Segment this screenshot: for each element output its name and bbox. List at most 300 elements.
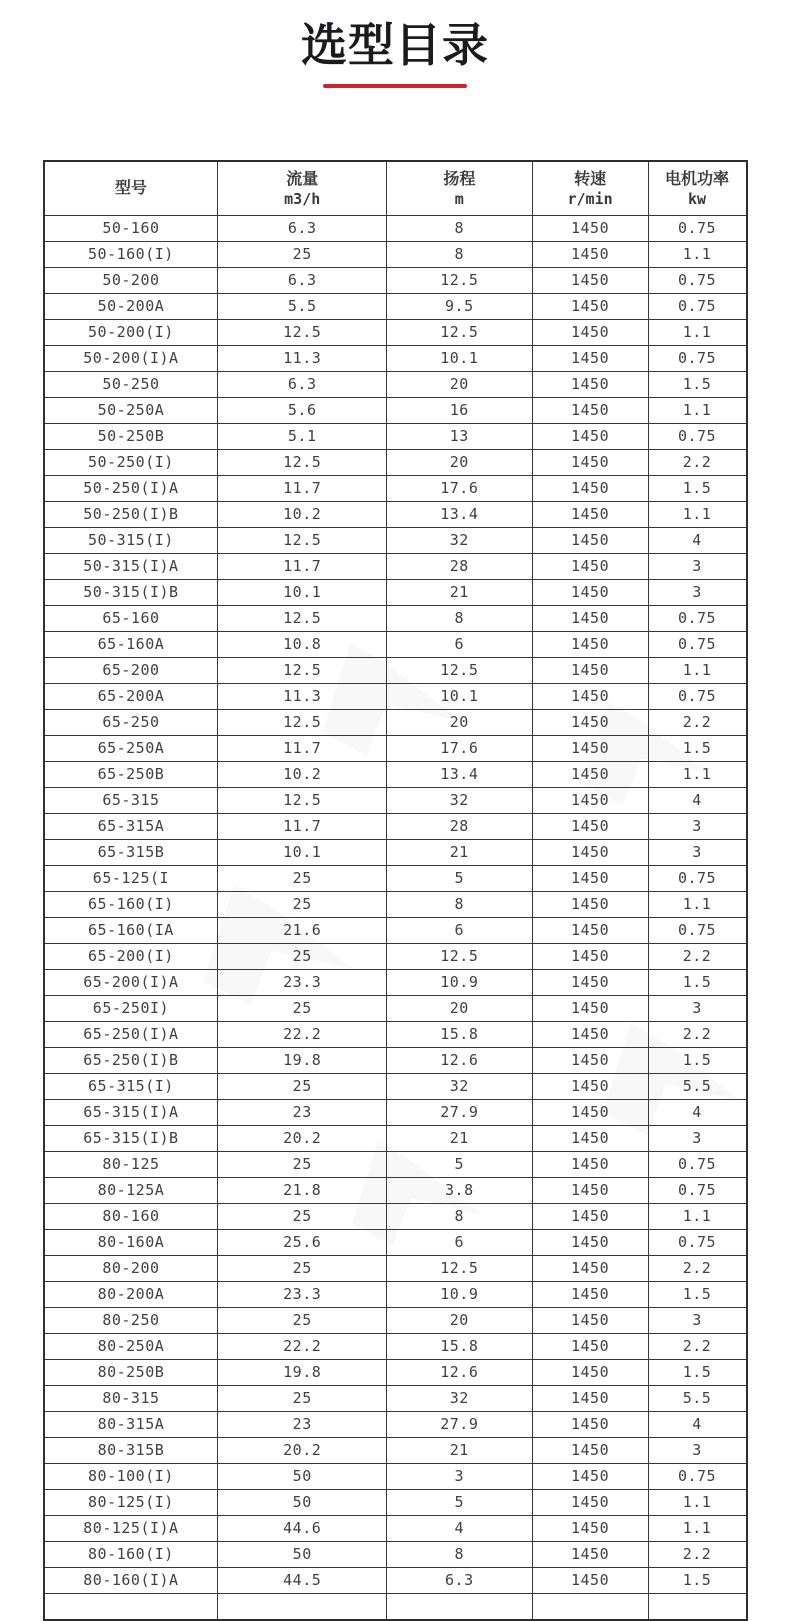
cell-model: 80-250 [44, 1307, 218, 1333]
cell-power: 0.75 [648, 865, 746, 891]
cell-speed: 1450 [532, 293, 648, 319]
table-row [44, 1515, 747, 1541]
cell-power: 0.75 [648, 683, 746, 709]
cell-power: 5.5 [648, 1073, 746, 1099]
cell-speed: 1450 [532, 1021, 648, 1047]
cell-model: 50-160(I) [44, 241, 218, 267]
column-label: 转速 [574, 170, 607, 188]
cell-flow: 44.6 [218, 1515, 387, 1541]
table-header-row [44, 161, 747, 216]
cell-head: 28 [387, 553, 533, 579]
table-row [44, 1021, 747, 1047]
cell-head: 20 [387, 709, 533, 735]
cell-power: 3 [648, 1307, 746, 1333]
cell-speed: 1450 [532, 527, 648, 553]
cell-head: 21 [387, 1437, 533, 1463]
cell-flow: 12.5 [218, 449, 387, 475]
cell-head: 12.5 [387, 657, 533, 683]
cell-model: 50-160 [44, 215, 218, 241]
cell-head: 15.8 [387, 1021, 533, 1047]
cell-speed: 1450 [532, 943, 648, 969]
title-accent-line [323, 84, 467, 88]
cell-model: 50-200(I) [44, 319, 218, 345]
cell-flow: 25.6 [218, 1229, 387, 1255]
cell-head: 13.4 [387, 501, 533, 527]
cell-speed: 1450 [532, 319, 648, 345]
cell-head: 17.6 [387, 475, 533, 501]
table-row [44, 865, 747, 891]
cell-flow: 10.1 [218, 839, 387, 865]
cell-flow: 10.8 [218, 631, 387, 657]
table-row [44, 1541, 747, 1567]
table-row [44, 761, 747, 787]
cell-power: 1.5 [648, 1047, 746, 1073]
table-row [44, 1099, 747, 1125]
table-row [44, 293, 747, 319]
table-row [44, 1307, 747, 1333]
cell-flow: 5.1 [218, 423, 387, 449]
cell-flow: 19.8 [218, 1047, 387, 1073]
cell-speed: 1450 [532, 813, 648, 839]
cell-speed: 1450 [532, 995, 648, 1021]
cell-speed: 1450 [532, 1437, 648, 1463]
cell-flow: 25 [218, 1073, 387, 1099]
cell-model: 50-250B [44, 423, 218, 449]
cell-model: 65-200(I)A [44, 969, 218, 995]
cell-power: 1.1 [648, 319, 746, 345]
cell-power: 0.75 [648, 293, 746, 319]
cell-model: 65-315(I)A [44, 1099, 218, 1125]
cell-flow: 10.2 [218, 501, 387, 527]
cell-speed: 1450 [532, 891, 648, 917]
cell-head: 16 [387, 397, 533, 423]
cell-head: 32 [387, 1073, 533, 1099]
cell-power: 2.2 [648, 943, 746, 969]
cell-head: 21 [387, 579, 533, 605]
cell-speed: 1450 [532, 1255, 648, 1281]
cell-head [387, 1593, 533, 1620]
table-row [44, 1073, 747, 1099]
cell-model: 80-250A [44, 1333, 218, 1359]
cell-model: 65-315(I) [44, 1073, 218, 1099]
cell-flow: 25 [218, 995, 387, 1021]
cell-power: 3 [648, 1437, 746, 1463]
cell-speed: 1450 [532, 423, 648, 449]
cell-flow: 6.3 [218, 267, 387, 293]
column-unit: r/min [567, 190, 613, 209]
cell-power: 0.75 [648, 917, 746, 943]
cell-head: 32 [387, 527, 533, 553]
cell-flow: 22.2 [218, 1333, 387, 1359]
cell-speed: 1450 [532, 787, 648, 813]
cell-power: 3 [648, 813, 746, 839]
cell-speed: 1450 [532, 1047, 648, 1073]
cell-speed: 1450 [532, 475, 648, 501]
table-row [44, 787, 747, 813]
table-body [44, 215, 747, 1620]
cell-flow: 6.3 [218, 215, 387, 241]
cell-speed: 1450 [532, 709, 648, 735]
cell-flow: 50 [218, 1541, 387, 1567]
cell-model: 50-315(I)A [44, 553, 218, 579]
cell-flow: 25 [218, 891, 387, 917]
cell-flow: 10.1 [218, 579, 387, 605]
table-row [44, 319, 747, 345]
table-row [44, 1151, 747, 1177]
table-row [44, 709, 747, 735]
cell-power: 1.1 [648, 657, 746, 683]
cell-power: 2.2 [648, 1333, 746, 1359]
cell-power: 3 [648, 579, 746, 605]
cell-flow: 12.5 [218, 527, 387, 553]
column-header-flow [218, 161, 387, 216]
cell-head: 10.9 [387, 1281, 533, 1307]
cell-flow: 25 [218, 1203, 387, 1229]
cell-speed: 1450 [532, 1411, 648, 1437]
cell-flow: 23 [218, 1411, 387, 1437]
table-row [44, 553, 747, 579]
cell-head: 8 [387, 891, 533, 917]
cell-head: 8 [387, 241, 533, 267]
cell-model: 65-250A [44, 735, 218, 761]
cell-flow: 6.3 [218, 371, 387, 397]
cell-model: 50-200(I)A [44, 345, 218, 371]
cell-speed: 1450 [532, 1489, 648, 1515]
cell-power: 1.1 [648, 1515, 746, 1541]
table-row-partial [44, 1593, 747, 1620]
table-row [44, 423, 747, 449]
table-row [44, 371, 747, 397]
cell-speed: 1450 [532, 1203, 648, 1229]
cell-speed: 1450 [532, 241, 648, 267]
cell-model: 80-315B [44, 1437, 218, 1463]
table-row [44, 267, 747, 293]
table-row [44, 969, 747, 995]
cell-speed: 1450 [532, 1567, 648, 1593]
cell-model: 80-315 [44, 1385, 218, 1411]
cell-head: 20 [387, 995, 533, 1021]
cell-power: 2.2 [648, 709, 746, 735]
cell-power: 1.5 [648, 1281, 746, 1307]
table-row [44, 995, 747, 1021]
table-row [44, 397, 747, 423]
cell-head: 17.6 [387, 735, 533, 761]
table-row [44, 657, 747, 683]
table-row [44, 943, 747, 969]
cell-speed: 1450 [532, 1073, 648, 1099]
cell-flow: 25 [218, 1307, 387, 1333]
cell-power: 4 [648, 527, 746, 553]
table-row [44, 241, 747, 267]
column-label: 型号 [114, 179, 147, 197]
cell-head: 27.9 [387, 1099, 533, 1125]
cell-speed: 1450 [532, 1359, 648, 1385]
table-row [44, 1463, 747, 1489]
cell-model: 65-200A [44, 683, 218, 709]
cell-model: 50-250(I)B [44, 501, 218, 527]
cell-speed: 1450 [532, 1177, 648, 1203]
cell-model: 65-315A [44, 813, 218, 839]
page-title: 选型目录 [301, 19, 489, 71]
cell-head: 32 [387, 787, 533, 813]
cell-flow: 22.2 [218, 1021, 387, 1047]
column-label: 扬程 [443, 170, 476, 188]
cell-power: 0.75 [648, 423, 746, 449]
cell-head: 20 [387, 371, 533, 397]
cell-speed: 1450 [532, 1099, 648, 1125]
cell-power: 1.1 [648, 1203, 746, 1229]
cell-model: 80-250B [44, 1359, 218, 1385]
cell-model: 65-315(I)B [44, 1125, 218, 1151]
cell-flow: 25 [218, 241, 387, 267]
table-row [44, 1411, 747, 1437]
cell-head: 13 [387, 423, 533, 449]
table-row [44, 475, 747, 501]
table-row [44, 1567, 747, 1593]
cell-head: 27.9 [387, 1411, 533, 1437]
cell-head: 15.8 [387, 1333, 533, 1359]
catalog-table [43, 160, 748, 1621]
cell-head: 5 [387, 865, 533, 891]
cell-model: 65-160 [44, 605, 218, 631]
cell-power: 1.5 [648, 735, 746, 761]
cell-model: 65-200(I) [44, 943, 218, 969]
cell-model: 65-250 [44, 709, 218, 735]
cell-model: 50-250(I) [44, 449, 218, 475]
cell-model: 65-160(IA [44, 917, 218, 943]
cell-power: 0.75 [648, 345, 746, 371]
table-row [44, 1385, 747, 1411]
cell-head: 8 [387, 1203, 533, 1229]
cell-head: 21 [387, 839, 533, 865]
cell-model: 50-250A [44, 397, 218, 423]
cell-flow: 20.2 [218, 1437, 387, 1463]
cell-power: 0.75 [648, 631, 746, 657]
cell-power: 4 [648, 787, 746, 813]
table-row [44, 735, 747, 761]
cell-model: 50-315(I)B [44, 579, 218, 605]
cell-power: 0.75 [648, 1177, 746, 1203]
cell-power: 2.2 [648, 1255, 746, 1281]
cell-speed: 1450 [532, 605, 648, 631]
column-label: 电机功率 [665, 170, 730, 188]
cell-power: 1.1 [648, 891, 746, 917]
cell-flow: 50 [218, 1489, 387, 1515]
cell-power: 0.75 [648, 267, 746, 293]
table-row [44, 579, 747, 605]
cell-head: 28 [387, 813, 533, 839]
cell-speed: 1450 [532, 1333, 648, 1359]
cell-speed: 1450 [532, 1151, 648, 1177]
cell-model: 80-160 [44, 1203, 218, 1229]
cell-power: 1.5 [648, 1359, 746, 1385]
cell-flow: 11.7 [218, 553, 387, 579]
cell-power: 0.75 [648, 605, 746, 631]
cell-model: 65-250I) [44, 995, 218, 1021]
cell-speed [532, 1593, 648, 1620]
cell-power [648, 1593, 746, 1620]
cell-speed: 1450 [532, 1515, 648, 1541]
cell-flow: 23.3 [218, 1281, 387, 1307]
cell-power: 1.5 [648, 475, 746, 501]
cell-flow: 44.5 [218, 1567, 387, 1593]
table-row [44, 1281, 747, 1307]
table-row [44, 631, 747, 657]
cell-power: 1.1 [648, 761, 746, 787]
cell-speed: 1450 [532, 865, 648, 891]
cell-speed: 1450 [532, 267, 648, 293]
cell-speed: 1450 [532, 397, 648, 423]
cell-model: 80-125(I)A [44, 1515, 218, 1541]
cell-flow [218, 1593, 387, 1620]
cell-power: 1.5 [648, 371, 746, 397]
cell-model: 50-250(I)A [44, 475, 218, 501]
cell-flow: 10.2 [218, 761, 387, 787]
table-row [44, 449, 747, 475]
cell-head: 9.5 [387, 293, 533, 319]
catalog-table-wrap [0, 160, 790, 1621]
cell-power: 0.75 [648, 1151, 746, 1177]
cell-head: 12.6 [387, 1047, 533, 1073]
cell-model: 65-250(I)B [44, 1047, 218, 1073]
cell-flow: 12.5 [218, 657, 387, 683]
cell-speed: 1450 [532, 553, 648, 579]
cell-power: 2.2 [648, 1541, 746, 1567]
column-header-model [44, 161, 218, 216]
cell-speed: 1450 [532, 657, 648, 683]
column-unit: m [454, 190, 464, 209]
column-unit: kw [688, 190, 707, 209]
cell-head: 10.9 [387, 969, 533, 995]
cell-model [44, 1593, 218, 1620]
cell-head: 20 [387, 1307, 533, 1333]
cell-flow: 5.6 [218, 397, 387, 423]
cell-head: 4 [387, 1515, 533, 1541]
cell-speed: 1450 [532, 735, 648, 761]
cell-flow: 12.5 [218, 605, 387, 631]
cell-model: 65-160(I) [44, 891, 218, 917]
cell-head: 3 [387, 1463, 533, 1489]
cell-flow: 25 [218, 1151, 387, 1177]
table-row [44, 345, 747, 371]
cell-speed: 1450 [532, 579, 648, 605]
cell-model: 80-160(I)A [44, 1567, 218, 1593]
cell-head: 20 [387, 449, 533, 475]
cell-power: 1.1 [648, 1489, 746, 1515]
cell-flow: 12.5 [218, 319, 387, 345]
cell-model: 50-250 [44, 371, 218, 397]
cell-speed: 1450 [532, 449, 648, 475]
cell-head: 10.1 [387, 345, 533, 371]
cell-head: 12.6 [387, 1359, 533, 1385]
cell-flow: 25 [218, 865, 387, 891]
table-row [44, 1437, 747, 1463]
cell-speed: 1450 [532, 501, 648, 527]
cell-head: 10.1 [387, 683, 533, 709]
cell-speed: 1450 [532, 1463, 648, 1489]
cell-model: 65-200 [44, 657, 218, 683]
cell-head: 8 [387, 605, 533, 631]
cell-model: 80-125A [44, 1177, 218, 1203]
table-row [44, 917, 747, 943]
cell-power: 0.75 [648, 215, 746, 241]
cell-flow: 25 [218, 943, 387, 969]
cell-model: 80-100(I) [44, 1463, 218, 1489]
cell-flow: 19.8 [218, 1359, 387, 1385]
cell-power: 0.75 [648, 1229, 746, 1255]
cell-power: 2.2 [648, 449, 746, 475]
cell-speed: 1450 [532, 345, 648, 371]
cell-flow: 11.3 [218, 345, 387, 371]
cell-flow: 11.7 [218, 475, 387, 501]
cell-head: 6 [387, 1229, 533, 1255]
cell-speed: 1450 [532, 1125, 648, 1151]
column-unit: m3/h [284, 190, 321, 209]
cell-speed: 1450 [532, 1229, 648, 1255]
cell-speed: 1450 [532, 371, 648, 397]
cell-flow: 20.2 [218, 1125, 387, 1151]
table-row [44, 605, 747, 631]
column-header-speed [532, 161, 648, 216]
cell-speed: 1450 [532, 1385, 648, 1411]
cell-speed: 1450 [532, 1281, 648, 1307]
table-row [44, 501, 747, 527]
cell-power: 4 [648, 1411, 746, 1437]
cell-power: 3 [648, 995, 746, 1021]
cell-model: 65-160A [44, 631, 218, 657]
table-row [44, 1255, 747, 1281]
table-row [44, 215, 747, 241]
cell-power: 0.75 [648, 1463, 746, 1489]
cell-model: 65-125(I [44, 865, 218, 891]
cell-flow: 5.5 [218, 293, 387, 319]
cell-head: 5 [387, 1151, 533, 1177]
cell-head: 21 [387, 1125, 533, 1151]
cell-head: 8 [387, 1541, 533, 1567]
cell-model: 80-315A [44, 1411, 218, 1437]
column-header-head [387, 161, 533, 216]
table-row [44, 1203, 747, 1229]
cell-speed: 1450 [532, 683, 648, 709]
table-row [44, 527, 747, 553]
table-row [44, 683, 747, 709]
cell-model: 65-315B [44, 839, 218, 865]
cell-head: 32 [387, 1385, 533, 1411]
cell-power: 1.5 [648, 969, 746, 995]
cell-flow: 25 [218, 1385, 387, 1411]
cell-speed: 1450 [532, 1541, 648, 1567]
cell-flow: 12.5 [218, 709, 387, 735]
cell-power: 3 [648, 839, 746, 865]
cell-head: 13.4 [387, 761, 533, 787]
cell-flow: 23.3 [218, 969, 387, 995]
cell-power: 1.1 [648, 397, 746, 423]
cell-flow: 11.7 [218, 735, 387, 761]
cell-flow: 12.5 [218, 787, 387, 813]
column-label: 流量 [286, 170, 319, 188]
cell-head: 12.5 [387, 267, 533, 293]
cell-head: 5 [387, 1489, 533, 1515]
title-block [0, 0, 790, 88]
cell-model: 50-200 [44, 267, 218, 293]
cell-head: 6.3 [387, 1567, 533, 1593]
cell-model: 50-200A [44, 293, 218, 319]
table-row [44, 813, 747, 839]
cell-power: 1.1 [648, 501, 746, 527]
cell-power: 1.5 [648, 1567, 746, 1593]
cell-flow: 25 [218, 1255, 387, 1281]
cell-speed: 1450 [532, 215, 648, 241]
